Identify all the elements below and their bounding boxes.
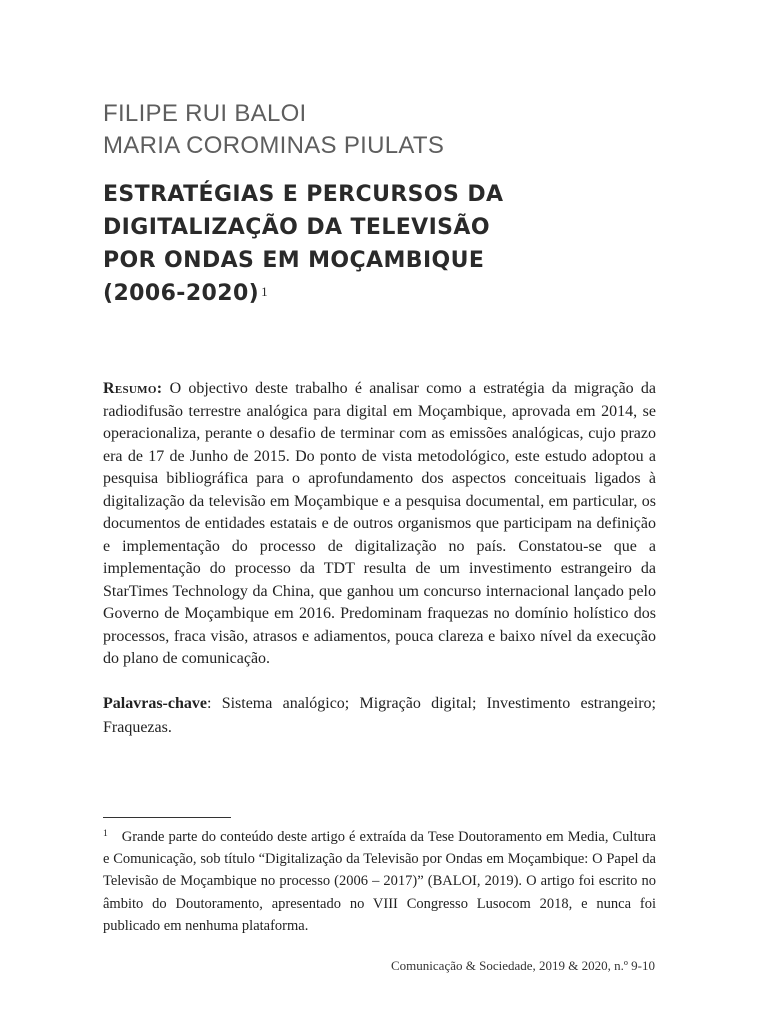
- footnote: [103, 826, 656, 937]
- title-line: DIGITALIZAÇÃO DA TELEVISÃO: [103, 215, 490, 240]
- title-footnote-marker[interactable]: 1: [261, 284, 269, 299]
- abstract-text: O objectivo deste trabalho é analisar como a estratégia da migração da radiodifusão terrestre analógica para digital em Moçambique, aprovada em 2014, se operacionaliza, perante o desafio de terminar com as emissões analógicas, cujo prazo era de 17 de Junho de 2015. Do ponto de vista metodológico, este estudo adoptou a pesquisa bibliográfica para o aprofundamento dos aspectos conceituais ligados à digitalização da televisão em Moçambique e a pesquisa documental, em particular, os documentos de entidades estatais e de outros organismos que participam na definição e implementação do processo de digitalização no país. Constatou-se que a implementação do processo da TDT resulta de um investimento estrangeiro da StarTimes Technology da China, que ganhou um concurso internacional lançado pelo Governo de Moçambique em 2016. Predominam fraquezas no domínio holístico dos processos, fraca visão, atrasos e adiamentos, pouca clareza e baixo nível da execução do plano de comunicação.: [103, 380, 656, 667]
- keywords-label: Palavras-chave: [103, 695, 207, 712]
- title-line: (2006-2020): [103, 281, 260, 306]
- page-footer: Comunicação & Sociedade, 2019 & 2020, n.º 9-10: [391, 958, 655, 973]
- abstract-paragraph: [103, 378, 656, 671]
- author-name: MARIA COROMINAS PIULATS: [103, 132, 445, 159]
- keywords-paragraph: [103, 692, 656, 740]
- footnote-divider: [103, 817, 231, 818]
- title-line: POR ONDAS EM MOÇAMBIQUE: [103, 248, 485, 273]
- abstract-label: Resumo:: [103, 380, 163, 397]
- footnote-number: 1: [103, 829, 108, 839]
- footnote-text: Grande parte do conteúdo deste artigo é extraída da Tese Doutoramento em Media, Cultura e Comunicação, sob título “Digitalização da Televisão por Ondas em Moçambique: O Papel da Televisão de Moçambique no processo (2006 – 2017)” (BALOI, 2019). O artigo foi escrito no âmbito do Doutoramento, apresentado no VIII Congresso Lusocom 2018, e nunca foi publicado em nenhuma plataforma.: [103, 829, 656, 934]
- author-name: FILIPE RUI BALOI: [103, 100, 307, 127]
- keywords-text: : Sistema analógico; Migração digital; Investimento estrangeiro; Fraquezas.: [103, 695, 656, 736]
- authors-block: [103, 98, 663, 162]
- article-title: [103, 178, 603, 310]
- title-line: ESTRATÉGIAS E PERCURSOS DA: [103, 182, 504, 207]
- title-line-last: [103, 277, 603, 310]
